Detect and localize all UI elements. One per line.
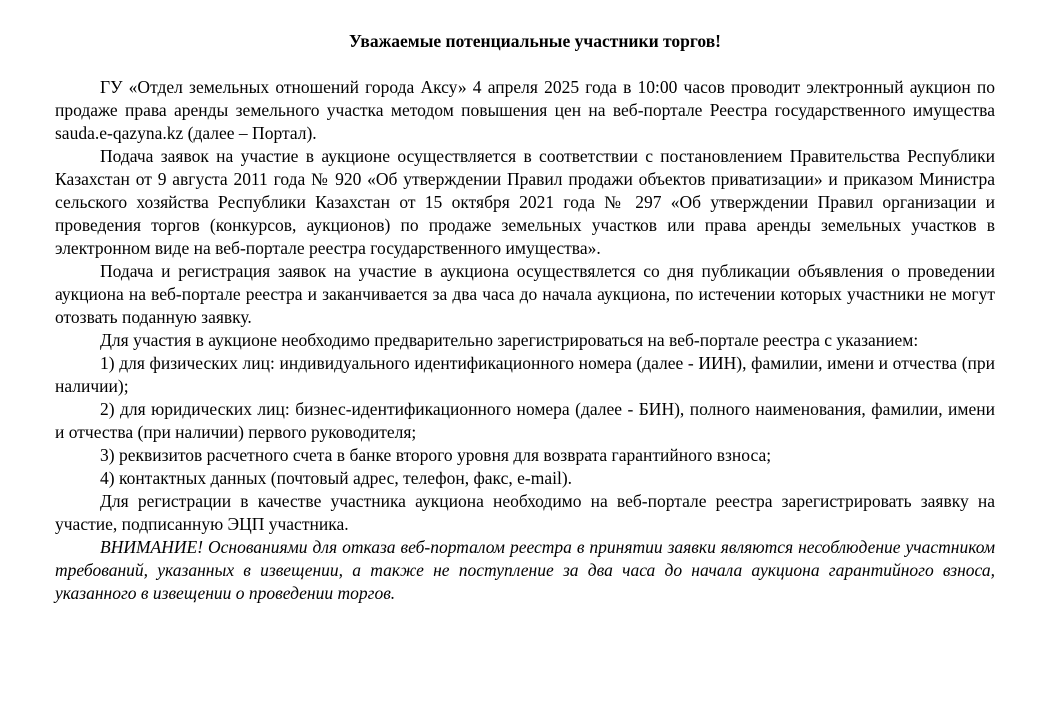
list-item-contact-details: 4) контактных данных (почтовый адрес, телефон, факс, e-mail). <box>100 468 573 488</box>
paragraph-participant-registration: Для регистрации в качестве участника аукциона необходимо на веб-портале реестра зарегистрировать заявку на участие, подписанную ЭЦП участника. <box>55 491 995 534</box>
list-item-legal-entities: 2) для юридических лиц: бизнес-идентификационного номера (далее - БИН), полного наименования, фамилии, имени и отчества (при наличии) первого руководителя; <box>55 399 995 442</box>
paragraph-application-period: Подача и регистрация заявок на участие в аукциона осуществялется со дня публикации объявления о проведении аукциона на веб-портале реестра и заканчивается за два часа до начала аукциона, по истечении которых участники не могут отозвать поданную заявку. <box>55 261 995 327</box>
document-title: Уважаемые потенциальные участники торгов! <box>348 31 721 51</box>
list-item-individuals: 1) для физических лиц: индивидуального идентификационного номера (далее - ИИН), фамилии, имени и отчества (при наличии); <box>55 353 995 396</box>
paragraph-registration-requirements: Для участия в аукционе необходимо предварительно зарегистрироваться на веб-портале реестра с указанием: <box>100 330 919 350</box>
paragraph-legal-basis: Подача заявок на участие в аукционе осуществляется в соответствии с постановлением Правительства Республики Казахстан от 9 августа 2011 года № 920 «Об утверждении Правил продажи объектов приватизации» и приказом Министра сельского хозяйства Республики Казахстан от 15 октября 2021 года № 297 «Об утверждении Правил организации и проведения торгов (конкурсов, аукционов) по продаже земельных участков или права аренды земельных участков в электронном виде на веб-портале реестра государственного имущества». <box>55 146 995 258</box>
document-page <box>55 30 995 605</box>
paragraph-attention-notice: ВНИМАНИЕ! Основаниями для отказа веб-порталом реестра в принятии заявки являются несоблюдение участником требований, указанных в извещении, а также не поступление за два часа до начала аукциона гарантийного взноса, указанного в извещении о проведении торгов. <box>55 537 995 603</box>
list-item-bank-details: 3) реквизитов расчетного счета в банке второго уровня для возврата гарантийного взноса; <box>100 445 772 465</box>
paragraph-auction-announcement: ГУ «Отдел земельных отношений города Аксу» 4 апреля 2025 года в 10:00 часов проводит электронный аукцион по продаже права аренды земельного участка методом повышения цен на веб-портале Реестра государственного имущества sauda.e-qazyna.kz (далее – Портал). <box>55 77 995 143</box>
